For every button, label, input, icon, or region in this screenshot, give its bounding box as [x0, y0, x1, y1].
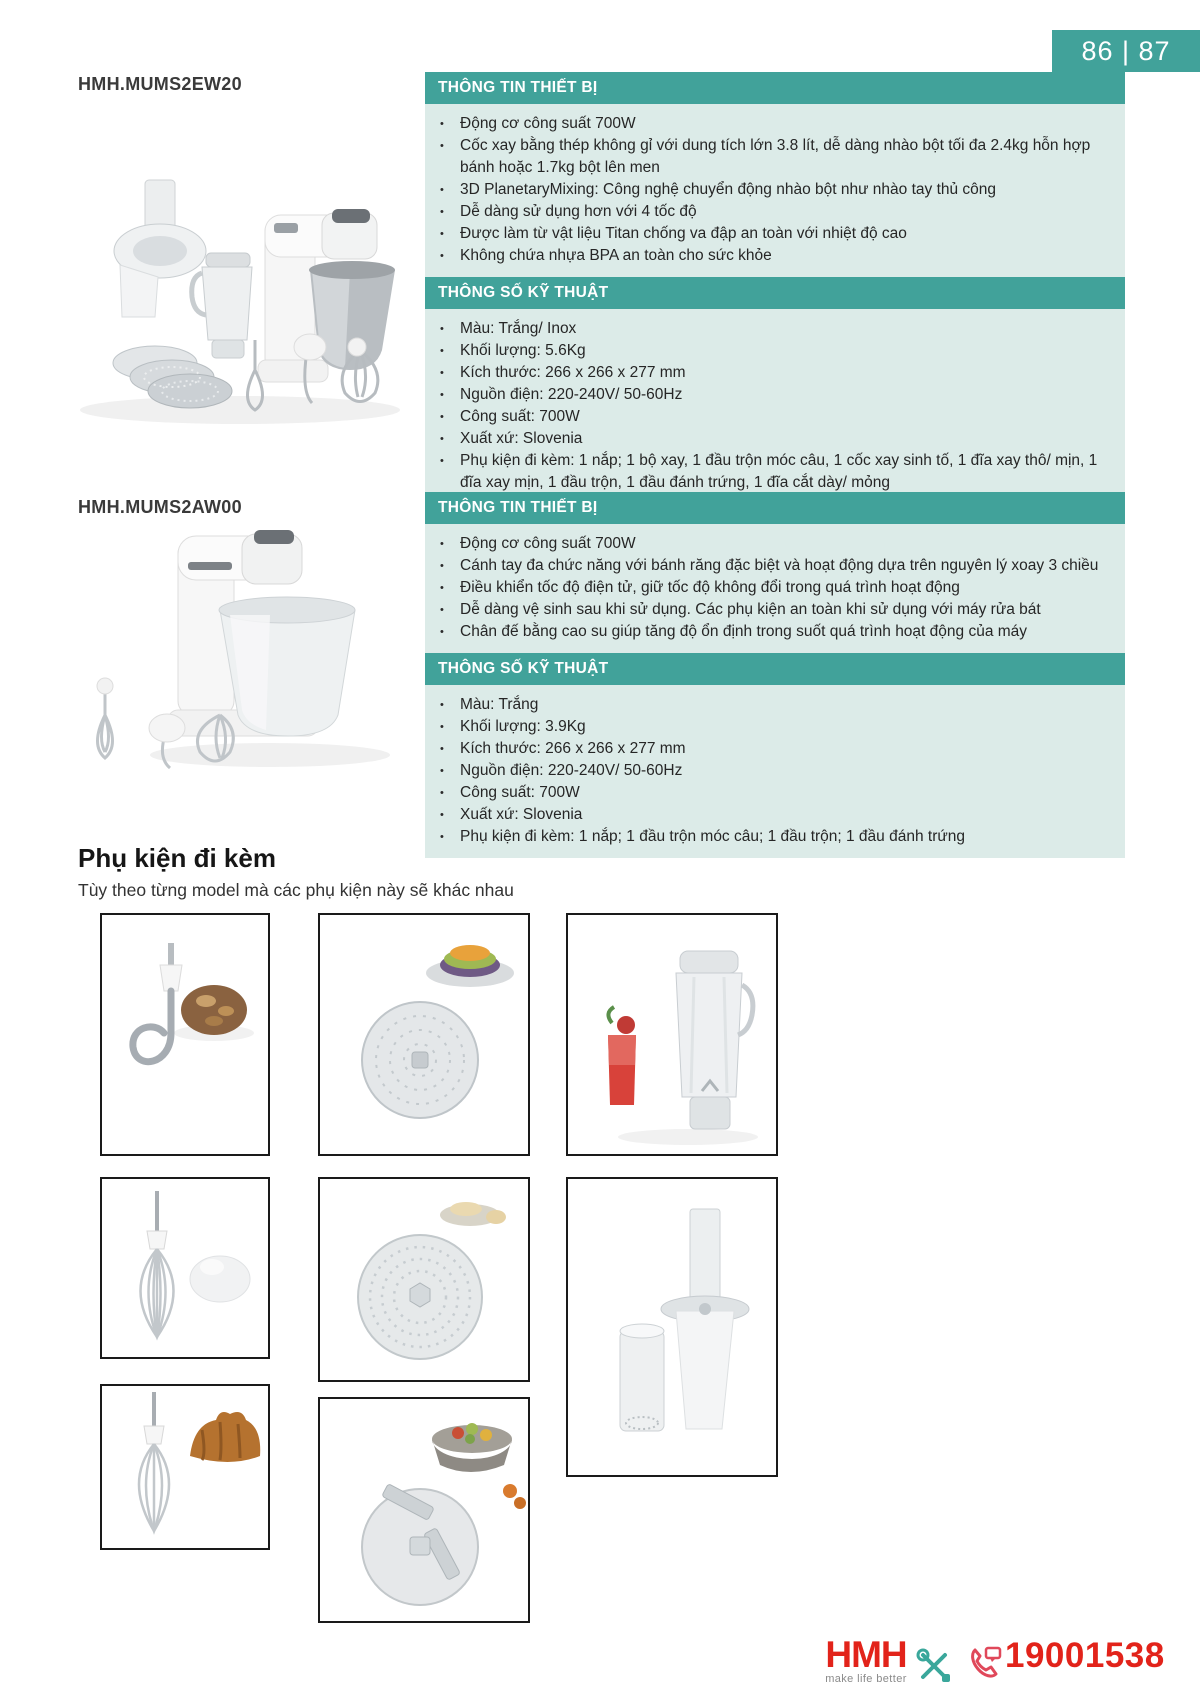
- product-1-spec-header: THÔNG SỐ KỸ THUẬT: [425, 277, 1125, 309]
- info-bullet: • Được làm từ vật liệu Titan chống va đập an toàn với nhiệt độ cao: [425, 223, 1107, 245]
- product-1-panel: [425, 72, 1125, 504]
- spec-bullet: • Phụ kiện đi kèm: 1 nắp; 1 đầu trộn móc câu; 1 đầu trộn; 1 đầu đánh trứng: [425, 826, 1107, 848]
- info-bullet: • 3D PlanetaryMixing: Công nghệ chuyển động nhào bột như nhào tay thủ công: [425, 179, 1107, 201]
- tools-icon: [914, 1646, 954, 1689]
- spec-bullet: • Kích thước: 266 x 266 x 277 mm: [425, 362, 1107, 384]
- spec-bullet: • Nguồn điện: 220-240V/ 50-60Hz: [425, 384, 1107, 406]
- spec-bullet: • Khối lượng: 5.6Kg: [425, 340, 1107, 362]
- accessory-box: [318, 1177, 530, 1382]
- product-2-panel: [425, 492, 1125, 858]
- product-1-model-code: HMH.MUMS2EW20: [78, 74, 242, 94]
- shredding-disc-with-salad-image: [320, 915, 528, 1154]
- spec-bullet: • Công suất: 700W: [425, 406, 1107, 428]
- product-1-image: [60, 165, 410, 445]
- spec-bullet: • Xuất xứ: Slovenia: [425, 428, 1107, 450]
- whisk-with-bundt-cake-image: [102, 1386, 268, 1548]
- info-bullet: • Dễ dàng sử dụng hơn với 4 tốc độ: [425, 201, 1107, 223]
- product-2-info-list: [425, 524, 1125, 653]
- info-bullet: • Cốc xay bằng thép không gỉ với dung tích lớn 3.8 lít, dễ dàng nhào bột tối đa 2.4kg hỗn hợp bánh hoặc 1.7kg bột lên men: [425, 135, 1107, 179]
- accessory-box: [100, 1384, 270, 1550]
- spec-bullet: • Kích thước: 266 x 266 x 277 mm: [425, 738, 1107, 760]
- info-bullet: • Cánh tay đa chức năng với bánh răng đặc biệt và hoạt động dựa trên nguyên lý xoay 3 chiều: [425, 555, 1107, 577]
- spec-bullet: • Nguồn điện: 220-240V/ 50-60Hz: [425, 760, 1107, 782]
- whisk-with-cream-image: [102, 1179, 268, 1357]
- accessories-subtitle: Tùy theo từng model mà các phụ kiện này sẽ khác nhau: [78, 880, 514, 900]
- spec-bullet: • Màu: Trắng/ Inox: [425, 318, 1107, 340]
- hmh-logo: [820, 1634, 912, 1685]
- info-bullet: • Chân đế bằng cao su giúp tăng độ ổn định trong suốt quá trình hoạt động của máy: [425, 621, 1107, 643]
- hmh-logo-tagline: make life better: [825, 1673, 907, 1685]
- product-2-image: [70, 500, 400, 805]
- product-1-info-list: [425, 104, 1125, 277]
- product-1-spec-list: [425, 309, 1125, 504]
- spec-bullet: • Công suất: 700W: [425, 782, 1107, 804]
- product-2-info-header: THÔNG TIN THIẾT BỊ: [425, 492, 1125, 524]
- info-bullet: • Điều khiển tốc độ điện tử, giữ tốc độ không đổi trong quá trình hoạt động: [425, 577, 1107, 599]
- blender-jug-with-smoothie-image: [568, 915, 776, 1154]
- product-2-model-code: HMH.MUMS2AW00: [78, 497, 242, 517]
- accessory-box: [566, 913, 778, 1156]
- accessory-box: [100, 913, 270, 1156]
- accessory-box: [318, 913, 530, 1156]
- spec-bullet: • Khối lượng: 3.9Kg: [425, 716, 1107, 738]
- dough-hook-with-bread-image: [102, 915, 268, 1154]
- info-bullet: • Không chứa nhựa BPA an toàn cho sức khỏe: [425, 245, 1107, 267]
- product-2-spec-list: [425, 685, 1125, 858]
- grating-disc-with-cheese-image: [320, 1179, 528, 1380]
- info-bullet: • Động cơ công suất 700W: [425, 113, 1107, 135]
- product-2-spec-header: THÔNG SỐ KỸ THUẬT: [425, 653, 1125, 685]
- phone-icon: [966, 1644, 1002, 1687]
- accessory-box: [318, 1397, 530, 1623]
- accessory-box: [566, 1177, 778, 1477]
- spec-bullet: • Màu: Trắng: [425, 694, 1107, 716]
- slicer-shredder-attachment-image: [568, 1179, 776, 1475]
- accessories-title: Phụ kiện đi kèm: [78, 843, 276, 873]
- product-1-info-header: THÔNG TIN THIẾT BỊ: [425, 72, 1125, 104]
- accessory-box: [100, 1177, 270, 1359]
- info-bullet: • Dễ dàng vệ sinh sau khi sử dụng. Các phụ kiện an toàn khi sử dụng với máy rửa bát: [425, 599, 1107, 621]
- hmh-logo-text: HMH: [825, 1634, 907, 1675]
- spec-bullet: • Phụ kiện đi kèm: 1 nắp; 1 bộ xay, 1 đầu trộn móc câu, 1 cốc xay sinh tố, 1 đĩa xay thô/ mịn, 1 đĩa xay mịn, 1 đầu trộn, 1 đầu đánh trứng, 1 đĩa cắt dày/ mỏng: [425, 450, 1107, 494]
- slicing-disc-with-vegetables-image: [320, 1399, 528, 1621]
- page-number-badge: 86 | 87: [1052, 30, 1200, 72]
- spec-bullet: • Xuất xứ: Slovenia: [425, 804, 1107, 826]
- hotline-number: 19001538: [1005, 1636, 1165, 1675]
- info-bullet: • Động cơ công suất 700W: [425, 533, 1107, 555]
